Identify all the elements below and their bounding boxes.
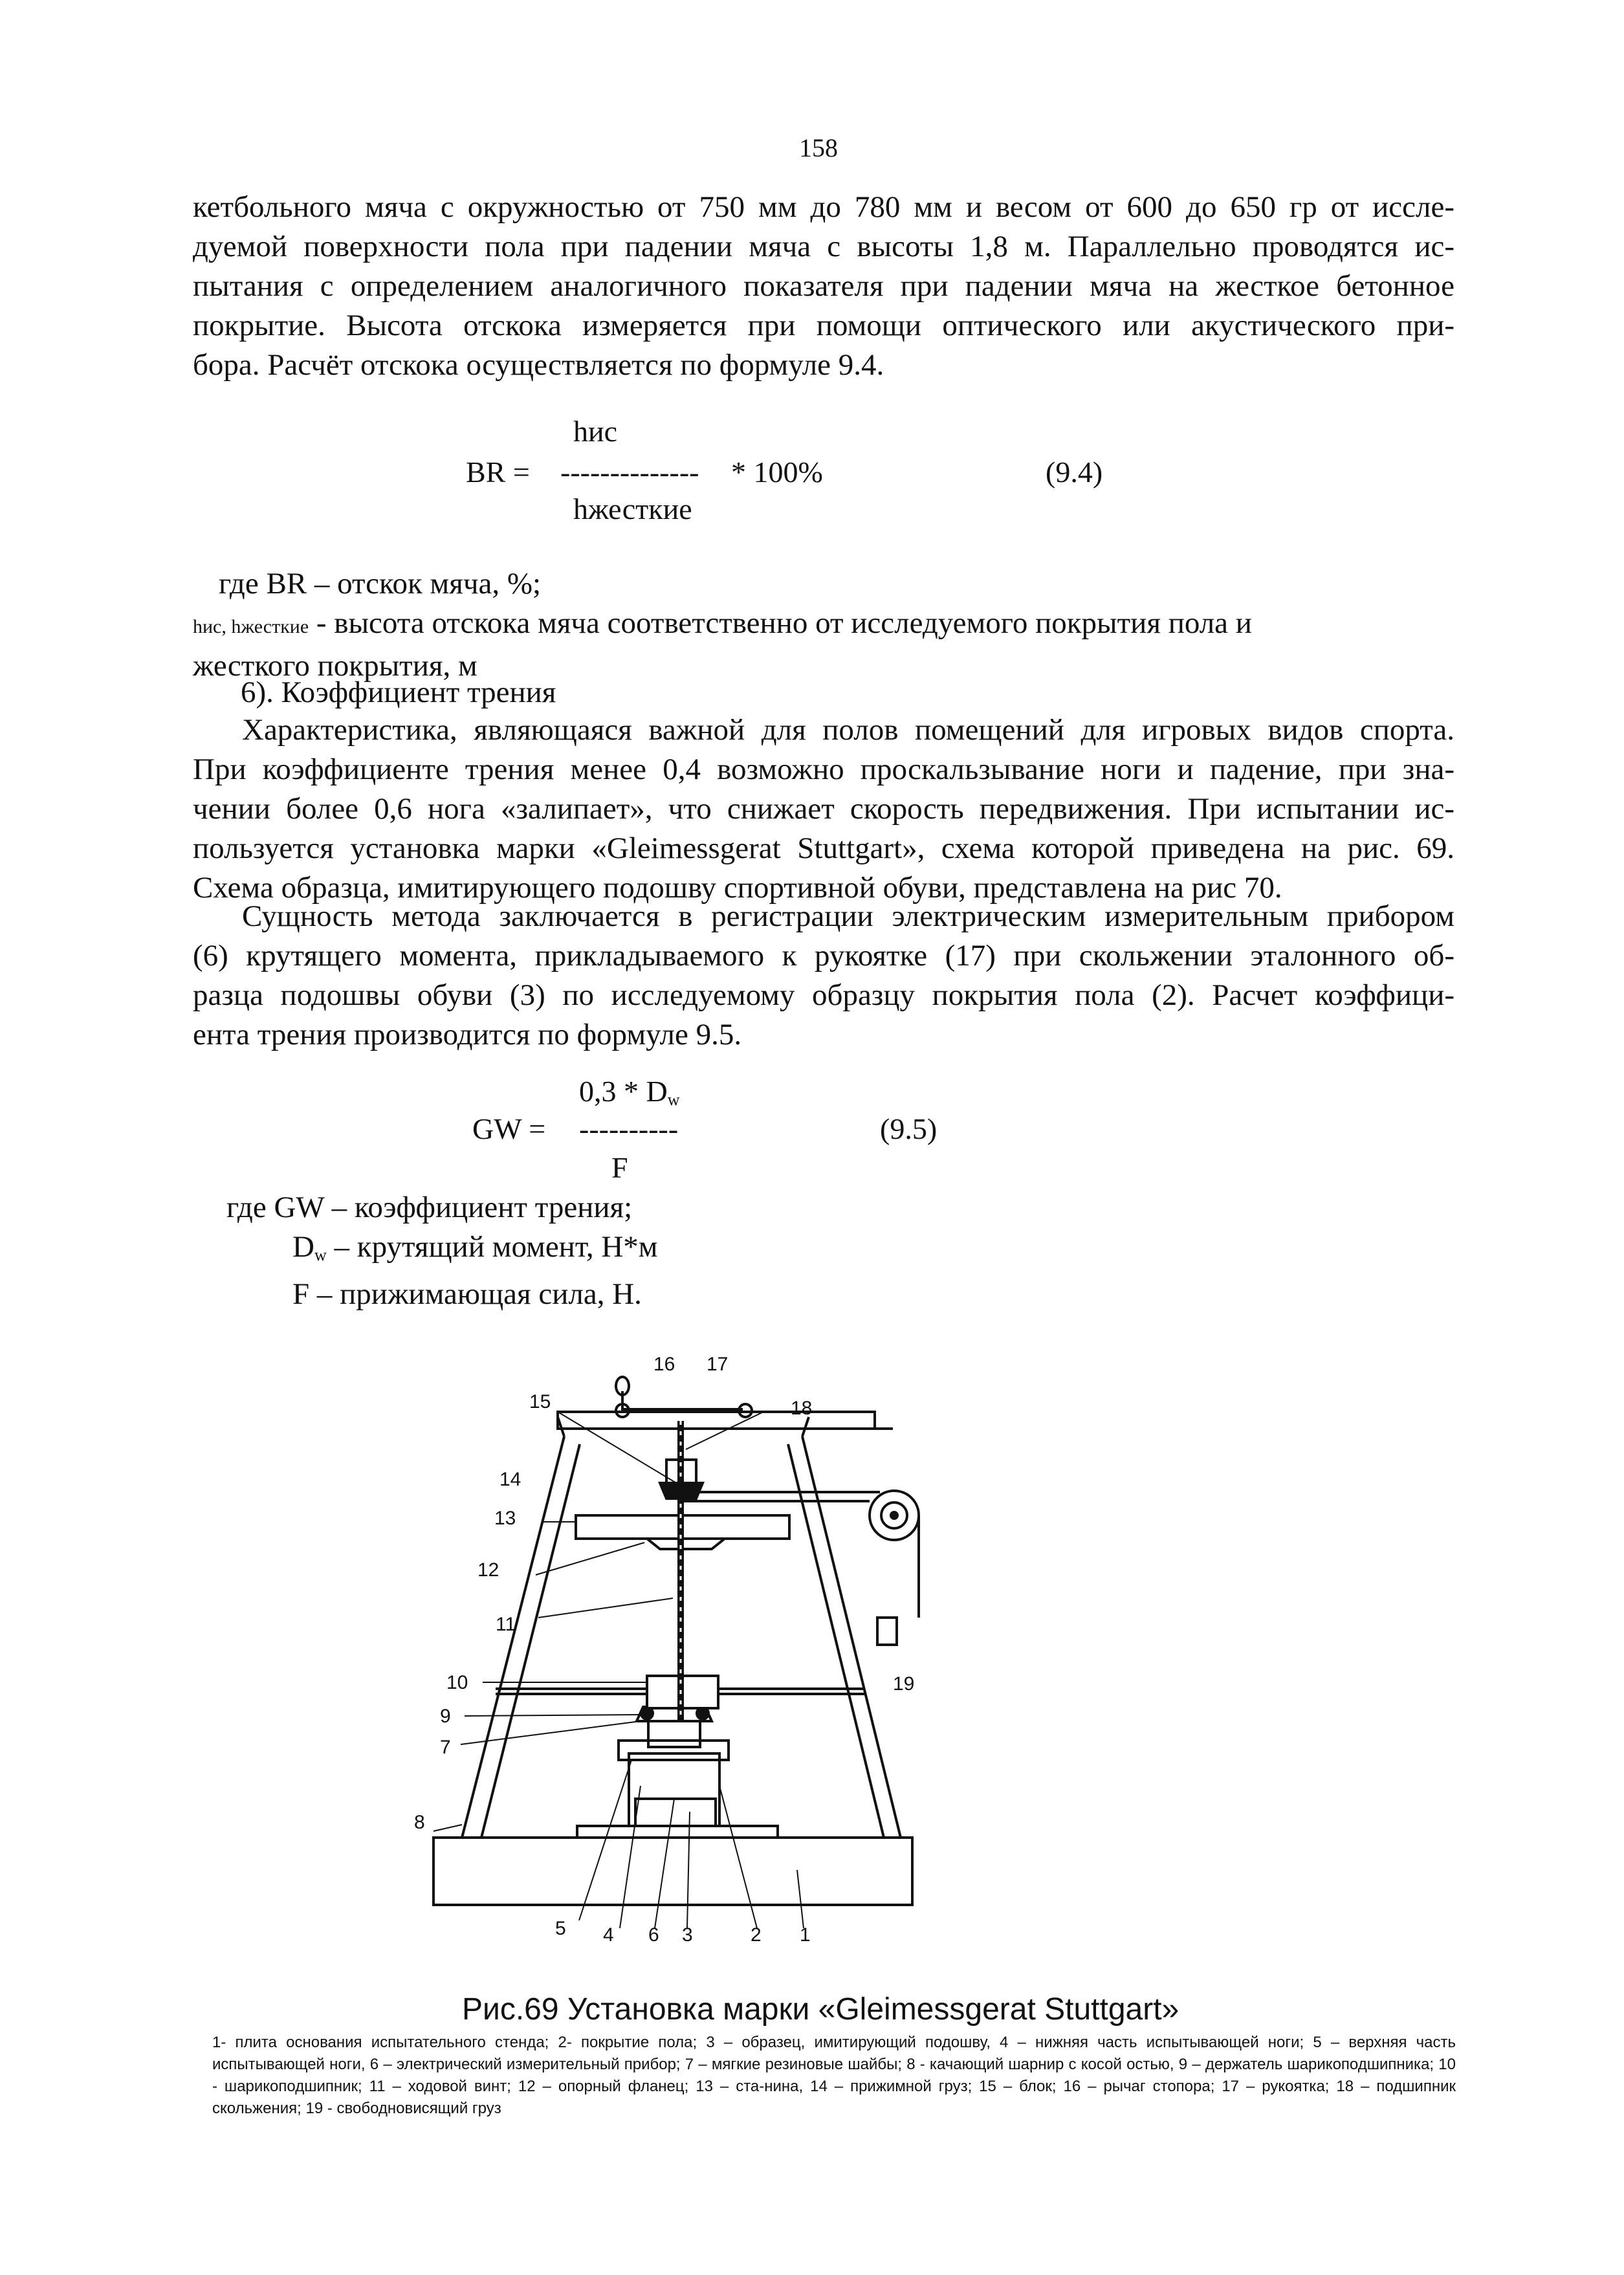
figure-label-9: 9	[440, 1706, 451, 1727]
formula-9-4-multiplier: * 100%	[731, 456, 823, 489]
formula-9-5-numerator: $0,3 * D_w$	[579, 1075, 680, 1109]
figure-label-3: 3	[682, 1924, 693, 1946]
formula-9-4-denominator: hжесткие	[573, 492, 692, 525]
text-line: ента трения производится по формуле 9.5.	[193, 1018, 742, 1051]
text-line: пытания с определением аналогичного показателя при падении мяча на жесткое бетонное	[193, 269, 1454, 303]
text-line: жесткого покрытия, м	[193, 649, 477, 683]
figure-label-16: 16	[653, 1354, 675, 1375]
figure-label-13: 13	[494, 1508, 516, 1529]
figure-legend: 1- плита основания испытательного стенда; 2- покрытие пола; 3 – образец, имитирующий подошву, 4 – нижняя часть испытывающей ноги; 5 – верхняя часть испытывающей ноги, 6 – электрический измерительный прибор; 7 – мягкие резиновые шайбы; 8 - качающий шарнир с косой остью, 9 – держатель шарикоподшипника; 10 - шарикоподшипник; 11 – ходовой винт; 12 – опорный фланец; 13 – ста-нина, 14 – прижимной груз; 15 – блок; 16 – рычаг стопора; 17 – рукоятка; 18 – подшипник скольжения; 19 - свободновисящий груз	[212, 2034, 1456, 2117]
figure-label-10: 10	[446, 1672, 468, 1693]
section-title: 6). Коэффициент трения	[241, 676, 556, 709]
figure-label-6: 6	[648, 1924, 659, 1946]
formula-9-4-numerator: hис	[573, 415, 618, 448]
formula-9-5-lhs: GW =	[472, 1112, 546, 1145]
text-line: (6) крутящего момента, прикладываемого к рукоятке (17) при скольжении эталонного об-	[193, 939, 1454, 973]
text-line: Схема образца, имитирующего подошву спортивной обуви, представлена на рис 70.	[193, 871, 1282, 905]
text-line: $D_w$ – крутящий момент, Н*м	[292, 1230, 658, 1264]
text-line: покрытие. Высота отскока измеряется при помощи оптического или акустического при-	[193, 309, 1454, 342]
figure-label-8: 8	[414, 1812, 425, 1833]
text-line: Сущность метода заключается в регистрации электрическим измерительным прибором	[242, 899, 1454, 933]
figure-caption: Рис.69 Установка марки «Gleimessgerat Stuttgart»	[462, 1992, 1180, 2027]
figure-label-2: 2	[751, 1924, 762, 1946]
hanging-weight	[877, 1618, 897, 1645]
text-line: Характеристика, являющаяся важной для полов помещений для игровых видов спорта.	[242, 713, 1454, 747]
figure-label-7: 7	[440, 1737, 451, 1758]
text-line: - высота отскока мяча соответственно от исследуемого покрытия пола и	[316, 606, 1252, 640]
text-line: чении более 0,6 нога «залипает», что снижает скорость передвижения. При испытании ис-	[193, 792, 1454, 826]
formula-9-4-lhs: BR =	[466, 456, 530, 489]
text-line: пользуется установка марки «Gleimessgerat Stuttgart», схема которой приведена на рис. 69.	[193, 831, 1454, 865]
text-line: дуемой поверхности пола при падении мяча с высоты 1,8 м. Параллельно проводятся ис-	[193, 230, 1454, 263]
figure-label-12: 12	[477, 1559, 499, 1581]
text-line: F – прижимающая сила, Н.	[292, 1277, 642, 1311]
figure-label-18: 18	[791, 1398, 813, 1419]
figure-label-19: 19	[893, 1673, 915, 1695]
upper-leg	[648, 1721, 700, 1747]
figure-label-15: 15	[529, 1391, 551, 1412]
figure-label-14: 14	[499, 1469, 521, 1490]
text-line: где BR – отскок мяча, %;	[219, 567, 542, 600]
formula-9-4-dashes: --------------	[560, 456, 699, 489]
text-line: разца подошвы обуви (3) по исследуемому образцу покрытия пола (2). Расчет коэффици-	[193, 978, 1454, 1012]
text-line: кетбольного мяча с окружностью от 750 мм до 780 мм и весом от 600 до 650 гр от иссле-	[193, 190, 1454, 224]
page-number: 158	[799, 133, 838, 162]
text-line: бора. Расчёт отскока осуществляется по формуле 9.4.	[193, 348, 884, 382]
formula-9-5-dashes: ----------	[579, 1112, 679, 1145]
text-line: где GW – коэффициент трения;	[226, 1191, 633, 1224]
text-line: При коэффициенте трения менее 0,4 возможно проскальзывание ноги и падение, при зна-	[193, 753, 1454, 786]
figure-label-17: 17	[707, 1354, 729, 1375]
top-crossbar	[558, 1412, 875, 1429]
figure-label-5: 5	[555, 1918, 566, 1939]
formula-9-5-number: (9.5)	[880, 1112, 938, 1145]
figure-label-4: 4	[603, 1924, 614, 1946]
symbols-text: hис, hжесткие	[193, 616, 309, 637]
figure-label-11: 11	[496, 1614, 516, 1635]
figure-label-1: 1	[800, 1924, 811, 1946]
formula-9-4-number: (9.4)	[1046, 456, 1103, 489]
formula-9-5-denominator: F	[611, 1151, 628, 1184]
base-plate	[433, 1838, 912, 1905]
